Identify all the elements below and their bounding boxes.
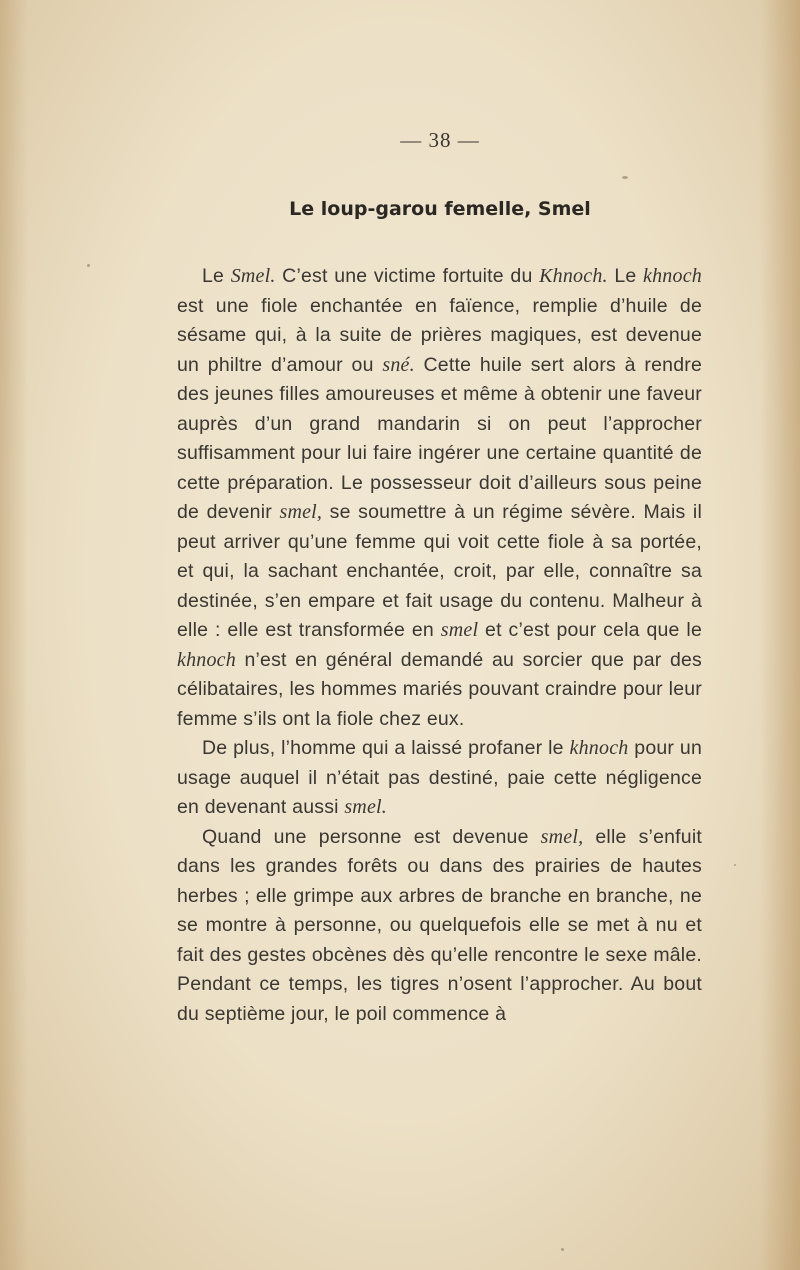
- text-run: elle s’enfuit dans les grandes forêts ou dans des prairies de hautes herbes ; elle grimpe aux arbres de branche en branche, ne se montre à personne, ou quelquefois elle se met à nu et fait des gestes obcènes dès qu’elle rencontre le sexe mâle. Pendant ce temps, les tigres n’osent l’approcher. Au bout du septième jour, le poil commence à: [177, 825, 702, 1025]
- paper-speck: [87, 264, 90, 267]
- italic-term: smel,: [540, 825, 584, 848]
- chapter-title: Le loup-garou femelle, Smel: [289, 198, 591, 220]
- page-number: — 38 —: [400, 128, 480, 152]
- text-run: Le: [607, 265, 644, 287]
- text-run: et c’est pour cela que le: [478, 619, 702, 641]
- paragraph: [177, 823, 702, 1030]
- body-text: [177, 262, 702, 1029]
- italic-term: khnoch: [177, 648, 236, 671]
- text-run: Le: [202, 265, 231, 287]
- italic-term: smel,: [279, 501, 323, 523]
- text-run: n’est en général demandé au sorcier que par des célibataires, les hommes mariés pouvant craindre pour leur femme s’ils ont la fiole chez eux.: [177, 648, 702, 730]
- italic-term: khnoch: [569, 737, 629, 759]
- text-run: C’est une victime fortuite du: [275, 265, 540, 287]
- italic-term: smel.: [344, 796, 387, 818]
- italic-term: sné.: [382, 353, 415, 376]
- text-run: est une fiole enchantée en faïence, remplie d’huile de sésame qui, à la suite de prières magiques, est devenue un philtre d’amour ou: [177, 294, 702, 376]
- text-run: De plus, l’homme qui a laissé profaner le: [202, 737, 570, 759]
- paragraph: [177, 262, 702, 734]
- text-run: se soumettre à un régime sévère. Mais il peut arriver qu’une femme qui voit cette fiole à sa portée, et qui, la sachant enchantée, croit, par elle, connaître sa destinée, s’en empare et fait usage du contenu. Malheur à elle : elle est transformée en: [177, 501, 703, 641]
- italic-term: khnoch: [643, 265, 702, 287]
- page-edge-shadow-right: [760, 0, 800, 1270]
- text-run: pour un usage auquel il n’était pas destiné, paie cette négligence en devenant aussi: [177, 737, 702, 818]
- text-run: Cette huile sert alors à rendre des jeunes filles amoureuses et même à obtenir une faveur auprès d’un grand mandarin si on peut l’approcher suffisamment pour lui faire ingérer une certaine quantité de cette préparation. Le possesseur doit d’ailleurs sous peine de devenir: [177, 353, 702, 523]
- italic-term: Khnoch.: [539, 265, 608, 287]
- page-edge-shadow-left: [0, 0, 28, 1270]
- paper-speck: [622, 176, 628, 179]
- text-run: Quand une personne est devenue: [202, 825, 541, 848]
- paragraph: [177, 734, 702, 823]
- paper-speck: [734, 864, 736, 866]
- paper-speck: [561, 1248, 564, 1251]
- italic-term: smel: [440, 619, 479, 641]
- italic-term: Smel.: [230, 265, 276, 287]
